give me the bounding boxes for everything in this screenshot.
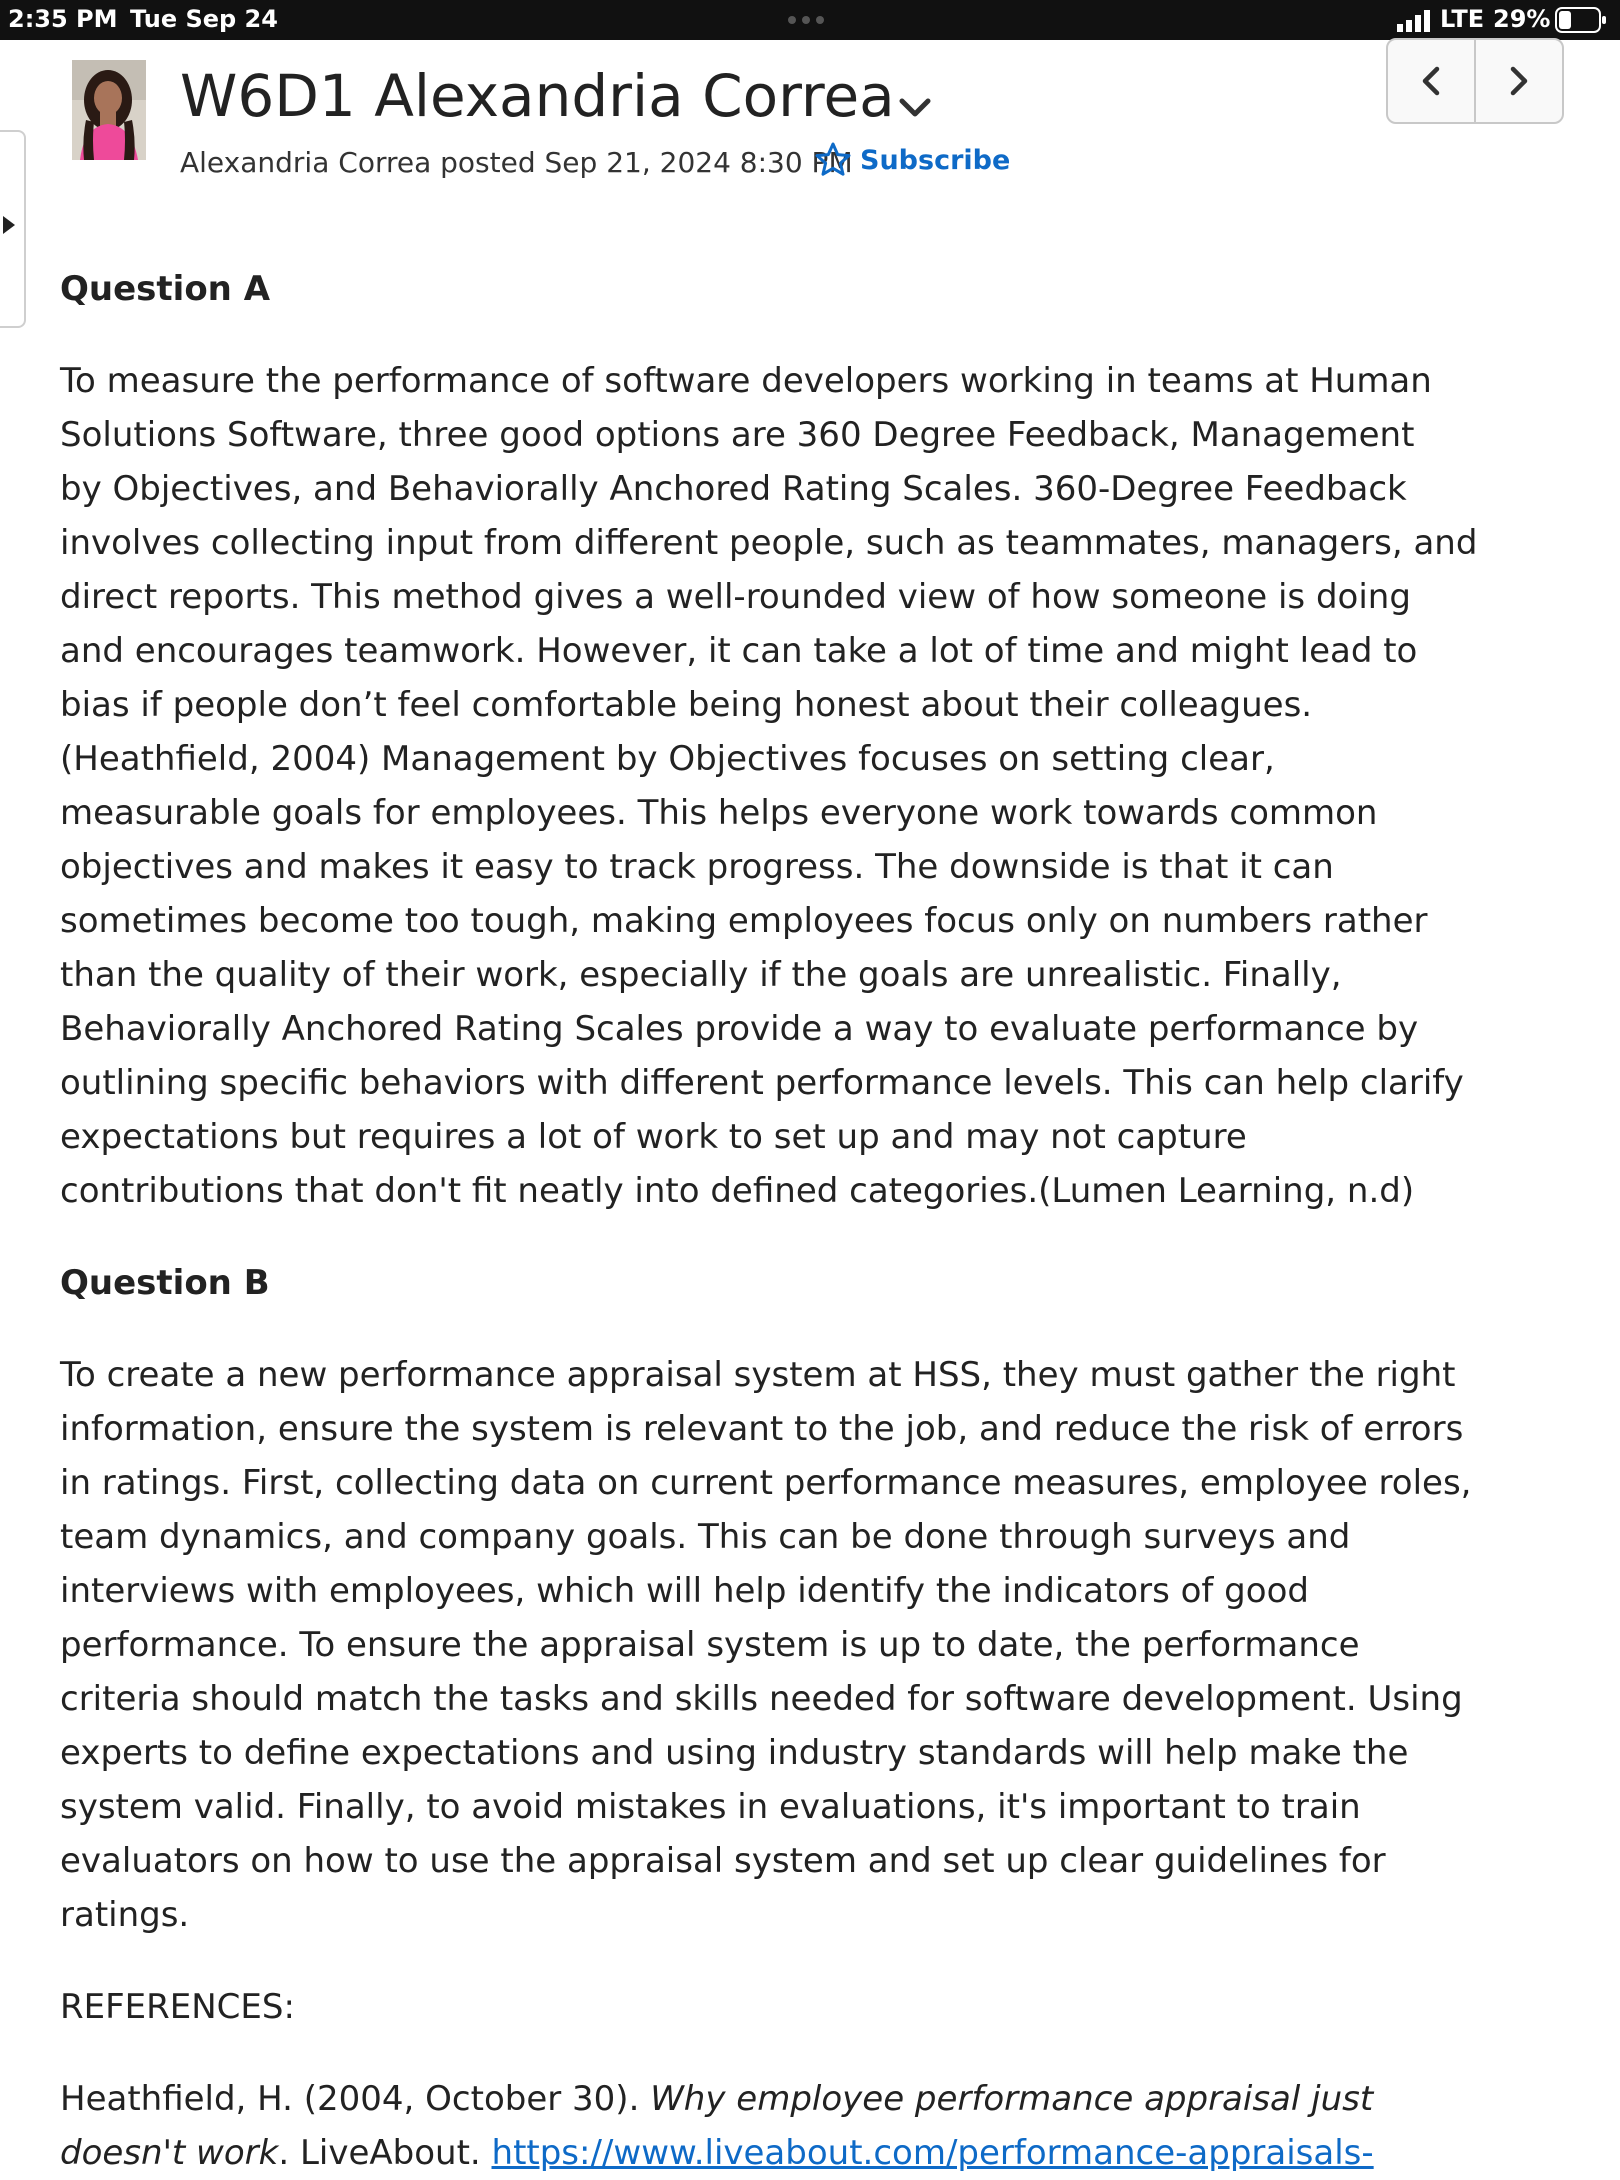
status-bar <box>0 0 1620 40</box>
reference-entry-line-1 <box>60 2072 1480 2126</box>
reference-entry-line-2 <box>60 2126 1480 2180</box>
question-a-text: To measure the performance of software developers working in teams at Human Solutions Software, three good options are 360 Degree Feedback, Management by Objectives, and Behaviorally Anchored Rating Scales. 360-Degree Feedback involves collecting input from different people, such as teammates, managers, and direct reports. This method gives a well-rounded view of how someone is doing and encourages teamwork. However, it can take a lot of time and might lead to bias if people don’t feel comfortable being honest about their colleagues. (Heathfield, 2004) Management by Objectives focuses on setting clear, measurable goals for employees. This helps everyone work towards common objectives and makes it easy to track progress. The downside is that it can sometimes become too tough, making employees focus only on numbers rather than the quality of their work, especially if the goals are unrealistic. Finally, Behaviorally Anchored Rating Scales provide a way to evaluate performance by outlining specific behaviors with different performance levels. This can help clarify expectations but requires a lot of work to set up and may not capture contributions that don't fit neatly into defined categories.(Lumen Learning, n.d) <box>60 361 1478 1211</box>
next-post-button[interactable] <box>1474 40 1562 122</box>
previous-post-button[interactable] <box>1388 40 1474 122</box>
references-heading: REFERENCES: <box>60 1987 295 2027</box>
question-a-heading: Question A <box>60 269 271 309</box>
subscribe-button[interactable] <box>814 140 1010 180</box>
question-b-text: To create a new performance appraisal system at HSS, they must gather the right information, ensure the system is relevant to the job, and reduce the risk of errors in ratings. First, collecting data on current performance measures, employee roles, team dynamics, and company goals. This can be done through surveys and interviews with employees, which will help identify the indicators of good performance. To ensure the appraisal system is up to date, the performance criteria should match the tasks and skills needed for software development. Using experts to define expectations and using industry standards will help make the system valid. Finally, to avoid mistakes in evaluations, it's important to train evaluators on how to use the appraisal system and set up clear guidelines for ratings. <box>60 1355 1472 1935</box>
question-b-heading: Question B <box>60 1263 270 1303</box>
subscribe-label: Subscribe <box>860 144 1011 176</box>
status-time: 2:35 PM <box>8 5 118 33</box>
battery-icon <box>1555 7 1607 33</box>
star-icon <box>814 141 852 179</box>
chevron-left-icon <box>1420 65 1442 97</box>
post-body <box>60 262 1480 2180</box>
avatar[interactable] <box>72 60 146 160</box>
posted-by-line: Alexandria Correa posted Sep 21, 2024 8:30 PM <box>180 146 853 179</box>
network-type: LTE <box>1440 5 1485 33</box>
reference-author-date: Heathfield, H. (2004, October 30). <box>60 2079 651 2119</box>
reference-link[interactable]: https://www.liveabout.com/performance-appraisals- <box>491 2133 1374 2173</box>
signal-icon <box>1397 10 1433 32</box>
reference-title-part-2: doesn't work <box>60 2133 279 2173</box>
chevron-right-icon <box>1508 65 1530 97</box>
multitasking-dots[interactable] <box>788 16 832 24</box>
expand-panel-icon[interactable] <box>3 216 17 234</box>
avatar-photo <box>72 60 146 160</box>
post-title: W6D1 Alexandria Correa <box>180 62 895 130</box>
reference-publisher: . LiveAbout. <box>278 2133 492 2173</box>
post-navigation <box>1386 38 1564 124</box>
reference-title-part-1: Why employee performance appraisal just <box>650 2079 1374 2119</box>
chevron-down-icon[interactable] <box>898 96 932 120</box>
battery-percentage: 29% <box>1493 5 1551 33</box>
status-date: Tue Sep 24 <box>130 5 278 33</box>
